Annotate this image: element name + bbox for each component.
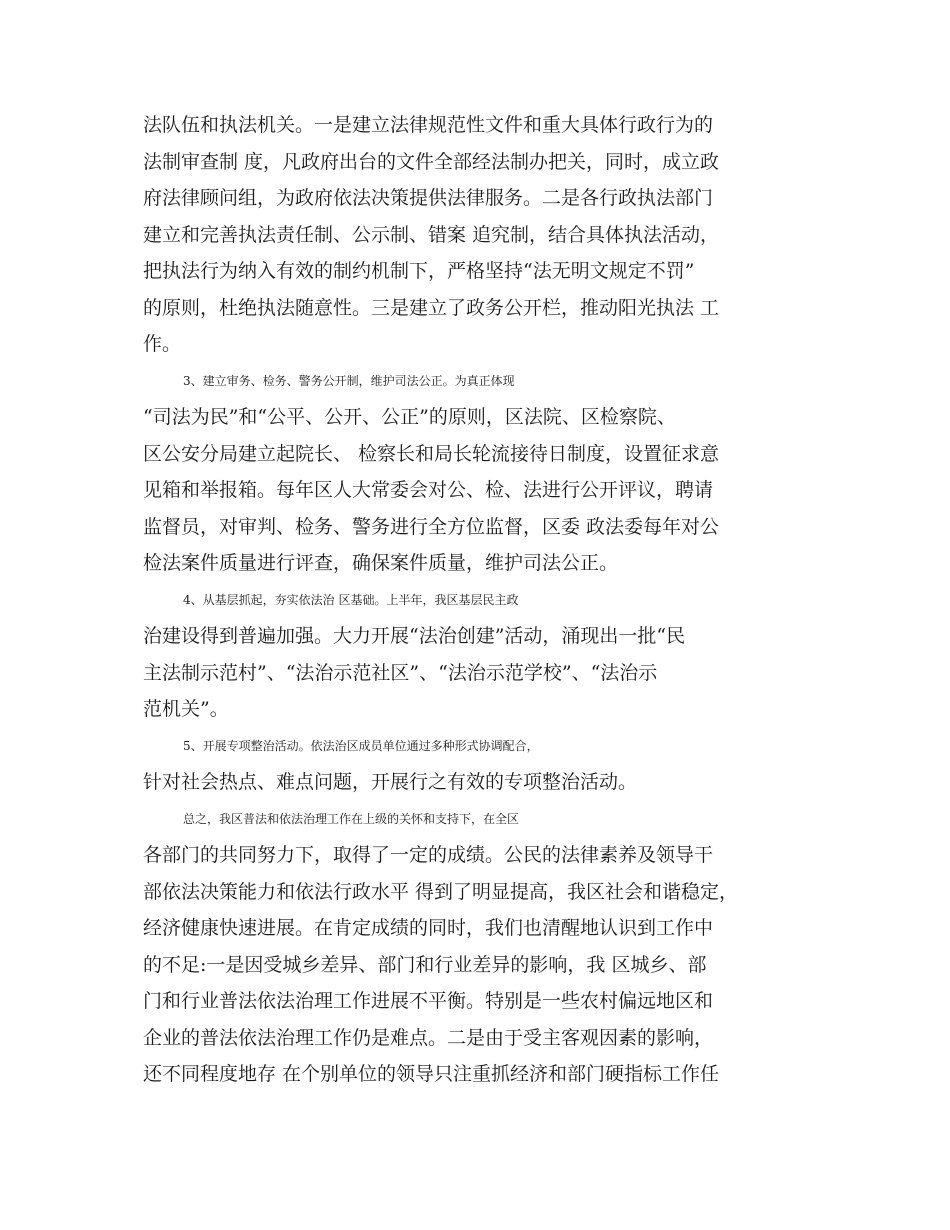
document-line: 门和行业普法依法治理工作进展不平衡。特别是一些农村偏远地区和 [143, 990, 714, 1012]
document-line: 法制审查制 度，凡政府出台的文件全部经法制办把关，同时，成立政 [143, 150, 720, 173]
document-line: 针对社会热点、难点问题，开展行之有效的专项整治活动。 [143, 771, 638, 793]
document-line: 法队伍和执法机关。一是建立法律规范性文件和重大具体行政行为的 [143, 114, 714, 136]
document-line: “司法为民”和“公平、公开、公正”的原则，区法院、区检察院、 [143, 406, 676, 428]
document-body [143, 107, 823, 1093]
document-line: 范机关”。 [143, 698, 229, 720]
document-line: 治建设得到普遍加强。大力开展“法治创建”活动，涌现出一批“民 [143, 625, 686, 647]
document-line: 经济健康快速进展。在肯定成绩的同时，我们也清醒地认识到工作中 [143, 917, 714, 939]
document-line: 4、从基层抓起，夯实依法治 区基础。上半年，我区基层民主政 [183, 592, 519, 607]
document-line: 作。 [143, 333, 182, 355]
document-line: 的原则，杜绝执法随意性。三是建立了政务公开栏，推动阳光执法 工 [143, 296, 720, 319]
document-line: 企业的普法依法治理工作仍是难点。二是由于受主客观因素的影响， [143, 1026, 714, 1049]
document-line: 区公安分局建立起院长、 检察长和局长轮流接待日制度，设置征求意 [143, 442, 720, 465]
document-line: 部依法决策能力和依法行政水平 得到了明显提高，我区社会和谐稳定， [143, 880, 739, 903]
document-line: 5、开展专项整治活动。依法治区成员单位通过多种形式协调配合， [183, 738, 539, 753]
document-line: 各部门的共同努力下，取得了一定的成绩。公民的法律素养及领导干 [143, 844, 714, 866]
document-line: 3、建立审务、检务、警务公开制，维护司法公正。为真正体现 [183, 373, 515, 388]
document-line: 的不足:一是因受城乡差异、部门和行业差异的影响，我 区城乡、部 [143, 953, 707, 976]
document-line: 总之，我区普法和依法治理工作在上级的关怀和支持下，在全区 [183, 811, 520, 826]
document-line: 监督员，对审判、检务、警务进行全方位监督，区委 政法委每年对公 [143, 515, 720, 538]
document-line: 还不同程度地存 在个别单位的领导只注重抓经济和部门硬指标工作任 [143, 1063, 720, 1085]
document-line: 检法案件质量进行评查，确保案件质量，维护司法公正。 [143, 552, 619, 574]
document-line: 见箱和举报箱。每年区人大常委会对公、检、法进行公开评议，聘请 [143, 479, 714, 501]
document-line: 把执法行为纳入有效的制约机制下，严格坚持“法无明文规定不罚” [143, 260, 695, 282]
document-line: 建立和完善执法责任制、公示制、错案 追究制，结合具体执法活动， [143, 223, 720, 246]
document-line: 主法制示范村”、“法治示范社区”、“法治示范学校”、“法治示 [143, 661, 658, 684]
document-line: 府法律顾问组，为政府依法决策提供法律服务。二是各行政执法部门 [143, 187, 714, 209]
